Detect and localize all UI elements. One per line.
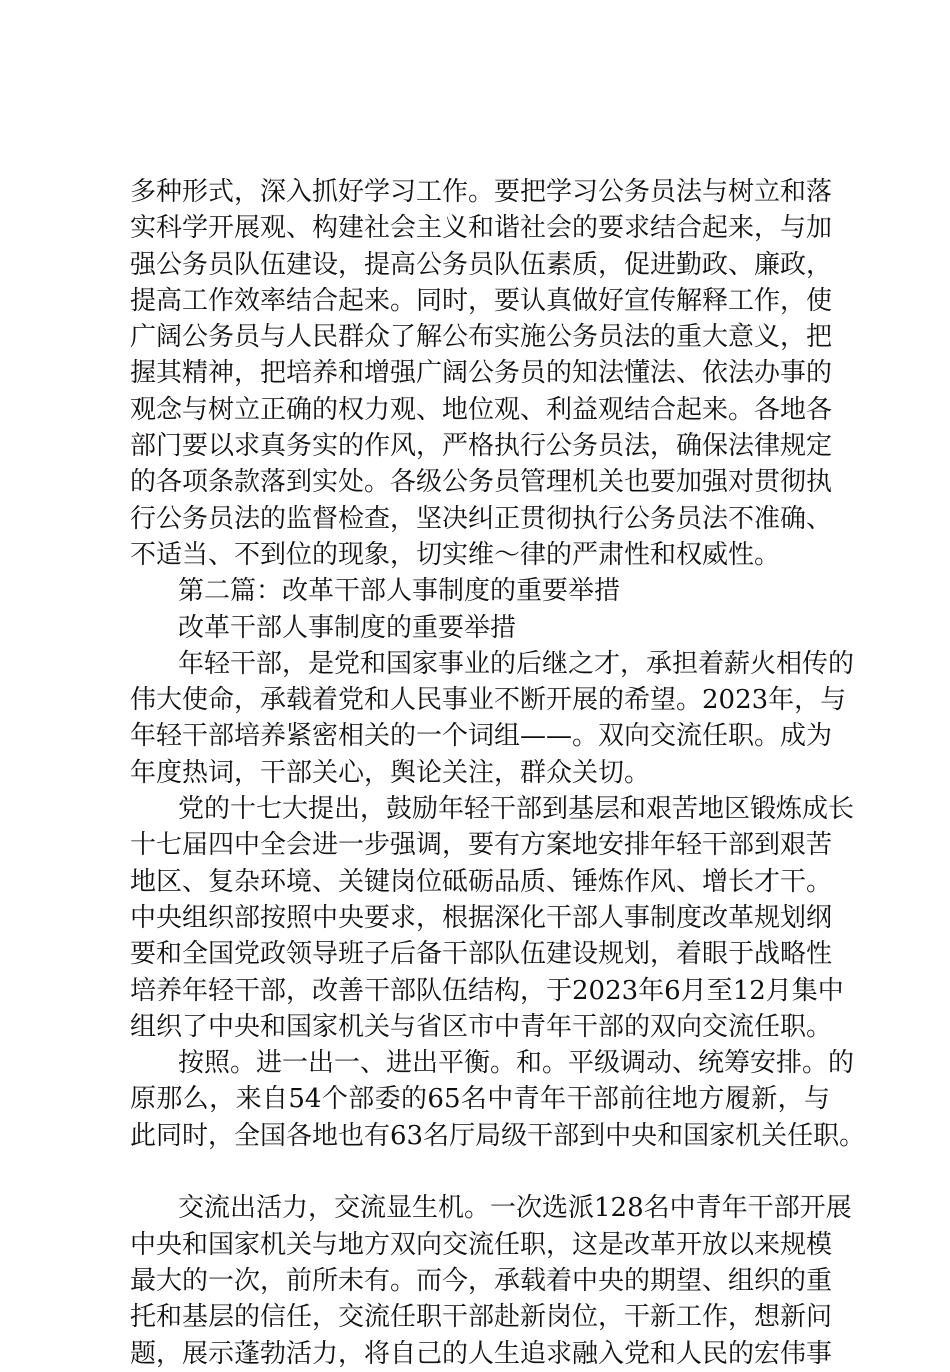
- text-line: 最大的一次，前所未有。而今，承载着中央的期望、组织的重: [130, 1265, 833, 1296]
- text-line: 托和基层的信任，交流任职干部赴新岗位，干新工作，想新问: [130, 1302, 833, 1333]
- text-line: 此同时，全国各地也有63名厅局级干部到中央和国家机关任职。: [130, 1120, 866, 1151]
- text-line: 年轻干部培养紧密相关的一个词组——。双向交流任职。成为: [130, 721, 833, 752]
- text-line: 部门要以求真务实的作风，严格执行公务员法，确保法律规定: [130, 431, 833, 462]
- text-line: 组织了中央和国家机关与省区市中青年干部的双向交流任职。: [130, 1011, 833, 1042]
- text-line: 题，展示蓬勃活力，将自己的人生追求融入党和人民的宏伟事: [130, 1338, 833, 1369]
- paragraph: [130, 1045, 866, 1154]
- text-line: 培养年轻干部，改善干部队伍结构，于2023年6月至12月集中: [130, 975, 844, 1006]
- text-line: 交流出活力，交流显生机。一次选派128名中青年干部开展: [178, 1193, 852, 1224]
- text-line: 行公务员法的监督检查，坚决纠正贯彻执行公务员法不准确、: [130, 503, 833, 534]
- text-line: 广阔公务员与人民群众了解公布实施公务员法的重大意义，把: [130, 322, 833, 353]
- text-line: 握其精神，把培养和增强广阔公务员的知法懂法、依法办事的: [130, 358, 833, 389]
- text-line: 年度热词，干部关心，舆论关注，群众关切。: [130, 757, 651, 788]
- document-body: [130, 174, 866, 1372]
- text-line: 中央和国家机关与地方双向交流任职，这是改革开放以来规模: [130, 1229, 833, 1260]
- text-line: 党的十七大提出，鼓励年轻干部到基层和艰苦地区锻炼成长: [178, 794, 855, 825]
- text-line: 十七届四中全会进一步强调，要有方案地安排年轻干部到艰苦: [130, 830, 833, 861]
- text-line: 原那么，来自54个部委的65名中青年干部前往地方履新，与: [130, 1084, 830, 1115]
- text-line: 按照。进一出一、进出平衡。和。平级调动、统筹安排。的: [178, 1048, 855, 1079]
- paragraph-continuation: [130, 174, 833, 573]
- text-line: 提高工作效率结合起来。同时，要认真做好宣传解释工作，使: [130, 285, 833, 316]
- blank-line: [130, 1154, 830, 1190]
- text-line: 实科学开展观、构建社会主义和谐社会的要求结合起来，与加: [130, 213, 833, 244]
- text-line: 强公务员队伍建设，提高公务员队伍素质，促进勤政、廉政，: [130, 249, 833, 280]
- text-line: 的各项条款落到实处。各级公务员管理机关也要加强对贯彻执: [130, 467, 833, 498]
- text-line: 多种形式，深入抓好学习工作。要把学习公务员法与树立和落: [130, 177, 833, 207]
- paragraph: [130, 1190, 852, 1371]
- text-line: 年轻干部，是党和国家事业的后继之才，承担着薪火相传的: [178, 648, 855, 679]
- text-line: 要和全国党政领导班子后备干部队伍建设规划，着眼于战略性: [130, 939, 833, 970]
- text-line: 伟大使命，承载着党和人民事业不断开展的希望。2023年，与: [130, 685, 847, 716]
- paragraph: [130, 646, 855, 791]
- text-line: 观念与树立正确的权力观、地位观、利益观结合起来。各地各: [130, 394, 833, 425]
- section-heading: 第二篇：改革干部人事制度的重要举措: [178, 576, 621, 607]
- text-line: 不适当、不到位的现象，切实维～律的严肃性和权威性。: [130, 539, 781, 570]
- article-title: 改革干部人事制度的重要举措: [178, 612, 517, 643]
- paragraph: [130, 791, 855, 1045]
- text-line: 地区、复杂环境、关键岗位砥砺品质、锤炼作风、增长才干。: [130, 866, 833, 897]
- text-line: 中央组织部按照中央要求，根据深化干部人事制度改革规划纲: [130, 902, 833, 933]
